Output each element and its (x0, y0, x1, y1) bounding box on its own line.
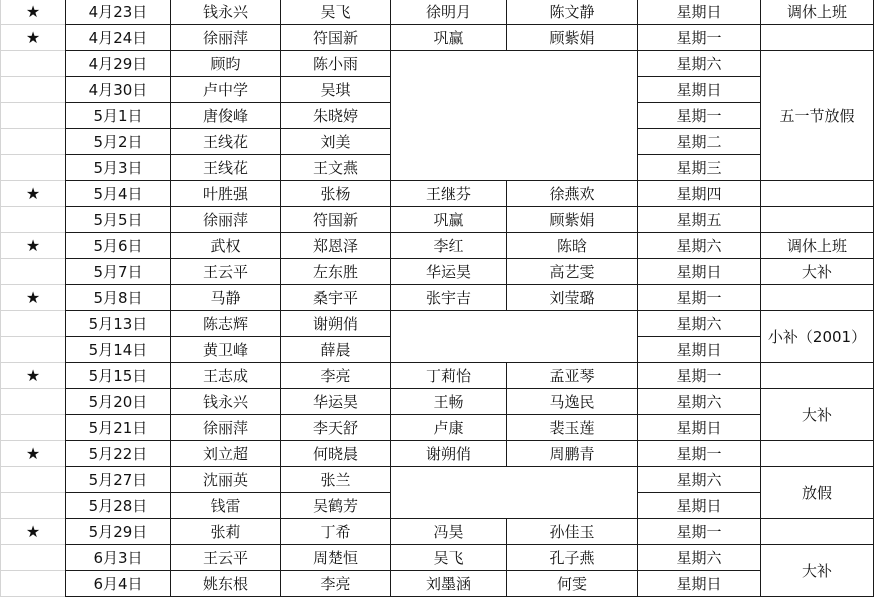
person-cell-3[interactable] (391, 337, 506, 362)
person-cell-3[interactable]: 王畅 (433, 393, 464, 411)
person-cell-3[interactable]: 吴飞 (433, 549, 464, 567)
note-cell[interactable]: 大补 (761, 259, 873, 284)
person-cell-1[interactable]: 王志成 (202, 367, 248, 385)
star-marker[interactable] (1, 337, 65, 362)
person-cell-4[interactable] (507, 129, 637, 154)
person-cell-3[interactable] (391, 129, 506, 154)
note-cell[interactable]: 调休上班 (761, 0, 873, 24)
person-cell-3[interactable]: 卢康 (433, 419, 464, 437)
person-cell-3[interactable] (391, 51, 506, 76)
note-cell[interactable] (761, 25, 873, 50)
star-marker[interactable]: ★ (25, 444, 41, 463)
person-cell-2[interactable]: 谢朔俏 (312, 315, 358, 333)
person-cell-1[interactable]: 王云平 (202, 549, 248, 567)
star-marker[interactable]: ★ (25, 288, 41, 307)
person-cell-1[interactable]: 王线花 (202, 133, 248, 151)
person-cell-4[interactable]: 陈文静 (549, 3, 595, 21)
note-cell[interactable]: 放假 (761, 467, 873, 518)
weekday-cell[interactable]: 星期日 (676, 419, 722, 437)
person-cell-3[interactable] (391, 103, 506, 128)
star-marker[interactable] (1, 493, 65, 518)
note-cell[interactable]: 五一节放假 (761, 51, 873, 180)
person-cell-4[interactable]: 裴玉莲 (549, 419, 595, 437)
date-cell[interactable]: 5月15日 (88, 367, 148, 385)
person-cell-2[interactable]: 吴飞 (320, 3, 351, 21)
weekday-cell[interactable]: 星期日 (676, 81, 722, 99)
person-cell-4[interactable]: 顾紫娟 (549, 29, 595, 47)
person-cell-4[interactable] (507, 311, 637, 336)
person-cell-3[interactable] (391, 155, 506, 180)
person-cell-1[interactable]: 顾昀 (210, 55, 241, 73)
date-cell[interactable]: 5月7日 (93, 263, 143, 281)
star-marker[interactable] (1, 51, 65, 76)
weekday-cell[interactable]: 星期六 (676, 471, 722, 489)
person-cell-4[interactable]: 陈晗 (556, 237, 587, 255)
date-cell[interactable]: 6月3日 (93, 549, 143, 567)
star-marker[interactable]: ★ (25, 184, 41, 203)
person-cell-4[interactable] (507, 51, 637, 76)
date-cell[interactable]: 5月29日 (88, 523, 148, 541)
person-cell-4[interactable]: 周鹏青 (549, 445, 595, 463)
date-cell[interactable]: 5月3日 (93, 159, 143, 177)
person-cell-2[interactable]: 张杨 (320, 185, 351, 203)
weekday-cell[interactable]: 星期三 (676, 159, 722, 177)
note-cell[interactable] (761, 441, 873, 466)
person-cell-1[interactable]: 唐俊峰 (202, 107, 248, 125)
date-cell[interactable]: 5月20日 (88, 393, 148, 411)
person-cell-2[interactable]: 李亮 (320, 367, 351, 385)
date-cell[interactable]: 5月13日 (88, 315, 148, 333)
person-cell-2[interactable]: 丁希 (320, 523, 351, 541)
weekday-cell[interactable]: 星期六 (676, 393, 722, 411)
weekday-cell[interactable]: 星期日 (676, 575, 722, 593)
person-cell-1[interactable]: 姚东根 (202, 575, 248, 593)
person-cell-1[interactable]: 徐丽萍 (202, 211, 248, 229)
person-cell-2[interactable]: 朱晓婷 (312, 107, 358, 125)
star-marker[interactable]: ★ (25, 366, 41, 385)
date-cell[interactable]: 4月29日 (88, 55, 148, 73)
person-cell-3[interactable]: 张宇吉 (425, 289, 471, 307)
date-cell[interactable]: 5月2日 (93, 133, 143, 151)
person-cell-4[interactable]: 刘莹璐 (549, 289, 595, 307)
person-cell-1[interactable]: 马静 (210, 289, 241, 307)
person-cell-3[interactable]: 谢朔俏 (425, 445, 471, 463)
person-cell-3[interactable]: 巩赢 (433, 211, 464, 229)
person-cell-3[interactable]: 华运昊 (425, 263, 471, 281)
note-cell[interactable] (761, 519, 873, 544)
weekday-cell[interactable]: 星期日 (676, 3, 722, 21)
weekday-cell[interactable]: 星期四 (676, 185, 722, 203)
person-cell-4[interactable] (507, 467, 637, 492)
person-cell-1[interactable]: 刘立超 (202, 445, 248, 463)
date-cell[interactable]: 5月8日 (93, 289, 143, 307)
person-cell-2[interactable]: 郑恩泽 (312, 237, 358, 255)
weekday-cell[interactable]: 星期六 (676, 549, 722, 567)
person-cell-2[interactable]: 周楚恒 (312, 549, 358, 567)
person-cell-2[interactable]: 李天舒 (312, 419, 358, 437)
star-marker[interactable]: ★ (25, 522, 41, 541)
person-cell-3[interactable]: 刘墨涵 (425, 575, 471, 593)
date-cell[interactable]: 5月27日 (88, 471, 148, 489)
star-marker[interactable] (1, 311, 65, 336)
weekday-cell[interactable]: 星期日 (676, 341, 722, 359)
person-cell-1[interactable]: 陈志辉 (202, 315, 248, 333)
person-cell-1[interactable]: 王云平 (202, 263, 248, 281)
note-cell[interactable]: 调休上班 (761, 233, 873, 258)
weekday-cell[interactable]: 星期日 (676, 497, 722, 515)
person-cell-4[interactable]: 孟亚琴 (549, 367, 595, 385)
person-cell-2[interactable]: 吴鹤芳 (312, 497, 358, 515)
star-marker[interactable] (1, 77, 65, 102)
star-marker[interactable] (1, 259, 65, 284)
date-cell[interactable]: 5月22日 (88, 445, 148, 463)
person-cell-4[interactable]: 顾紫娟 (549, 211, 595, 229)
person-cell-1[interactable]: 叶胜强 (202, 185, 248, 203)
person-cell-3[interactable]: 冯昊 (433, 523, 464, 541)
star-marker[interactable] (1, 129, 65, 154)
star-marker[interactable] (1, 545, 65, 570)
star-marker[interactable] (1, 103, 65, 128)
person-cell-1[interactable]: 徐丽萍 (202, 29, 248, 47)
star-marker[interactable] (1, 571, 65, 596)
date-cell[interactable]: 5月14日 (88, 341, 148, 359)
person-cell-2[interactable]: 何晓晨 (312, 445, 358, 463)
person-cell-4[interactable]: 徐燕欢 (549, 185, 595, 203)
person-cell-2[interactable]: 刘美 (320, 133, 351, 151)
note-cell[interactable] (761, 285, 873, 310)
weekday-cell[interactable]: 星期一 (676, 107, 722, 125)
weekday-cell[interactable]: 星期一 (676, 523, 722, 541)
weekday-cell[interactable]: 星期一 (676, 289, 722, 307)
date-cell[interactable]: 4月24日 (88, 29, 148, 47)
person-cell-2[interactable]: 左东胜 (312, 263, 358, 281)
person-cell-4[interactable]: 孙佳玉 (549, 523, 595, 541)
person-cell-4[interactable]: 何雯 (556, 575, 587, 593)
person-cell-4[interactable]: 孔子燕 (549, 549, 595, 567)
person-cell-3[interactable] (391, 77, 506, 102)
person-cell-2[interactable]: 陈小雨 (312, 55, 358, 73)
person-cell-4[interactable] (507, 77, 637, 102)
note-cell[interactable] (761, 181, 873, 206)
date-cell[interactable]: 5月1日 (93, 107, 143, 125)
person-cell-1[interactable]: 沈丽英 (202, 471, 248, 489)
note-cell[interactable] (761, 363, 873, 388)
star-marker[interactable]: ★ (25, 236, 41, 255)
person-cell-4[interactable] (507, 493, 637, 518)
weekday-cell[interactable]: 星期日 (676, 263, 722, 281)
person-cell-1[interactable]: 张莉 (210, 523, 241, 541)
person-cell-2[interactable]: 符国新 (312, 211, 358, 229)
person-cell-1[interactable]: 王线花 (202, 159, 248, 177)
weekday-cell[interactable]: 星期六 (676, 55, 722, 73)
weekday-cell[interactable]: 星期一 (676, 445, 722, 463)
person-cell-3[interactable]: 丁莉怡 (425, 367, 471, 385)
date-cell[interactable]: 4月23日 (88, 3, 148, 21)
date-cell[interactable]: 4月30日 (88, 81, 148, 99)
person-cell-2[interactable]: 吴琪 (320, 81, 351, 99)
note-cell[interactable]: 大补 (761, 389, 873, 440)
star-marker[interactable] (1, 155, 65, 180)
person-cell-2[interactable]: 符国新 (312, 29, 358, 47)
weekday-cell[interactable]: 星期一 (676, 29, 722, 47)
person-cell-3[interactable] (391, 493, 506, 518)
person-cell-4[interactable] (507, 103, 637, 128)
person-cell-2[interactable]: 薛晨 (320, 341, 351, 359)
person-cell-3[interactable]: 李红 (433, 237, 464, 255)
person-cell-4[interactable] (507, 155, 637, 180)
person-cell-3[interactable]: 王继芬 (425, 185, 471, 203)
person-cell-1[interactable]: 钱雷 (210, 497, 241, 515)
date-cell[interactable]: 5月5日 (93, 211, 143, 229)
person-cell-1[interactable]: 武权 (210, 237, 241, 255)
note-cell[interactable]: 大补 (761, 545, 873, 596)
person-cell-3[interactable]: 徐明月 (425, 3, 471, 21)
person-cell-2[interactable]: 华运昊 (312, 393, 358, 411)
person-cell-3[interactable]: 巩赢 (433, 29, 464, 47)
date-cell[interactable]: 5月6日 (93, 237, 143, 255)
person-cell-4[interactable]: 马逸民 (549, 393, 595, 411)
weekday-cell[interactable]: 星期五 (676, 211, 722, 229)
star-marker[interactable] (1, 207, 65, 232)
date-cell[interactable]: 6月4日 (93, 575, 143, 593)
person-cell-4[interactable] (507, 337, 637, 362)
date-cell[interactable]: 5月4日 (93, 185, 143, 203)
note-cell[interactable]: 小补（2001） (761, 311, 873, 362)
person-cell-2[interactable]: 李亮 (320, 575, 351, 593)
person-cell-1[interactable]: 黄卫峰 (202, 341, 248, 359)
note-cell[interactable] (761, 207, 873, 232)
star-marker[interactable] (1, 467, 65, 492)
person-cell-3[interactable] (391, 467, 506, 492)
person-cell-2[interactable]: 张兰 (320, 471, 351, 489)
weekday-cell[interactable]: 星期一 (676, 367, 722, 385)
person-cell-2[interactable]: 王文燕 (312, 159, 358, 177)
person-cell-1[interactable]: 钱永兴 (202, 3, 248, 21)
person-cell-1[interactable]: 钱永兴 (202, 393, 248, 411)
weekday-cell[interactable]: 星期二 (676, 133, 722, 151)
star-marker[interactable] (1, 389, 65, 414)
weekday-cell[interactable]: 星期六 (676, 315, 722, 333)
person-cell-4[interactable]: 高艺雯 (549, 263, 595, 281)
star-marker[interactable]: ★ (25, 2, 41, 21)
star-marker[interactable]: ★ (25, 28, 41, 47)
person-cell-1[interactable]: 卢中学 (202, 81, 248, 99)
weekday-cell[interactable]: 星期六 (676, 237, 722, 255)
person-cell-3[interactable] (391, 311, 506, 336)
star-marker[interactable] (1, 415, 65, 440)
date-cell[interactable]: 5月28日 (88, 497, 148, 515)
person-cell-1[interactable]: 徐丽萍 (202, 419, 248, 437)
date-cell[interactable]: 5月21日 (88, 419, 148, 437)
person-cell-2[interactable]: 桑宇平 (312, 289, 358, 307)
